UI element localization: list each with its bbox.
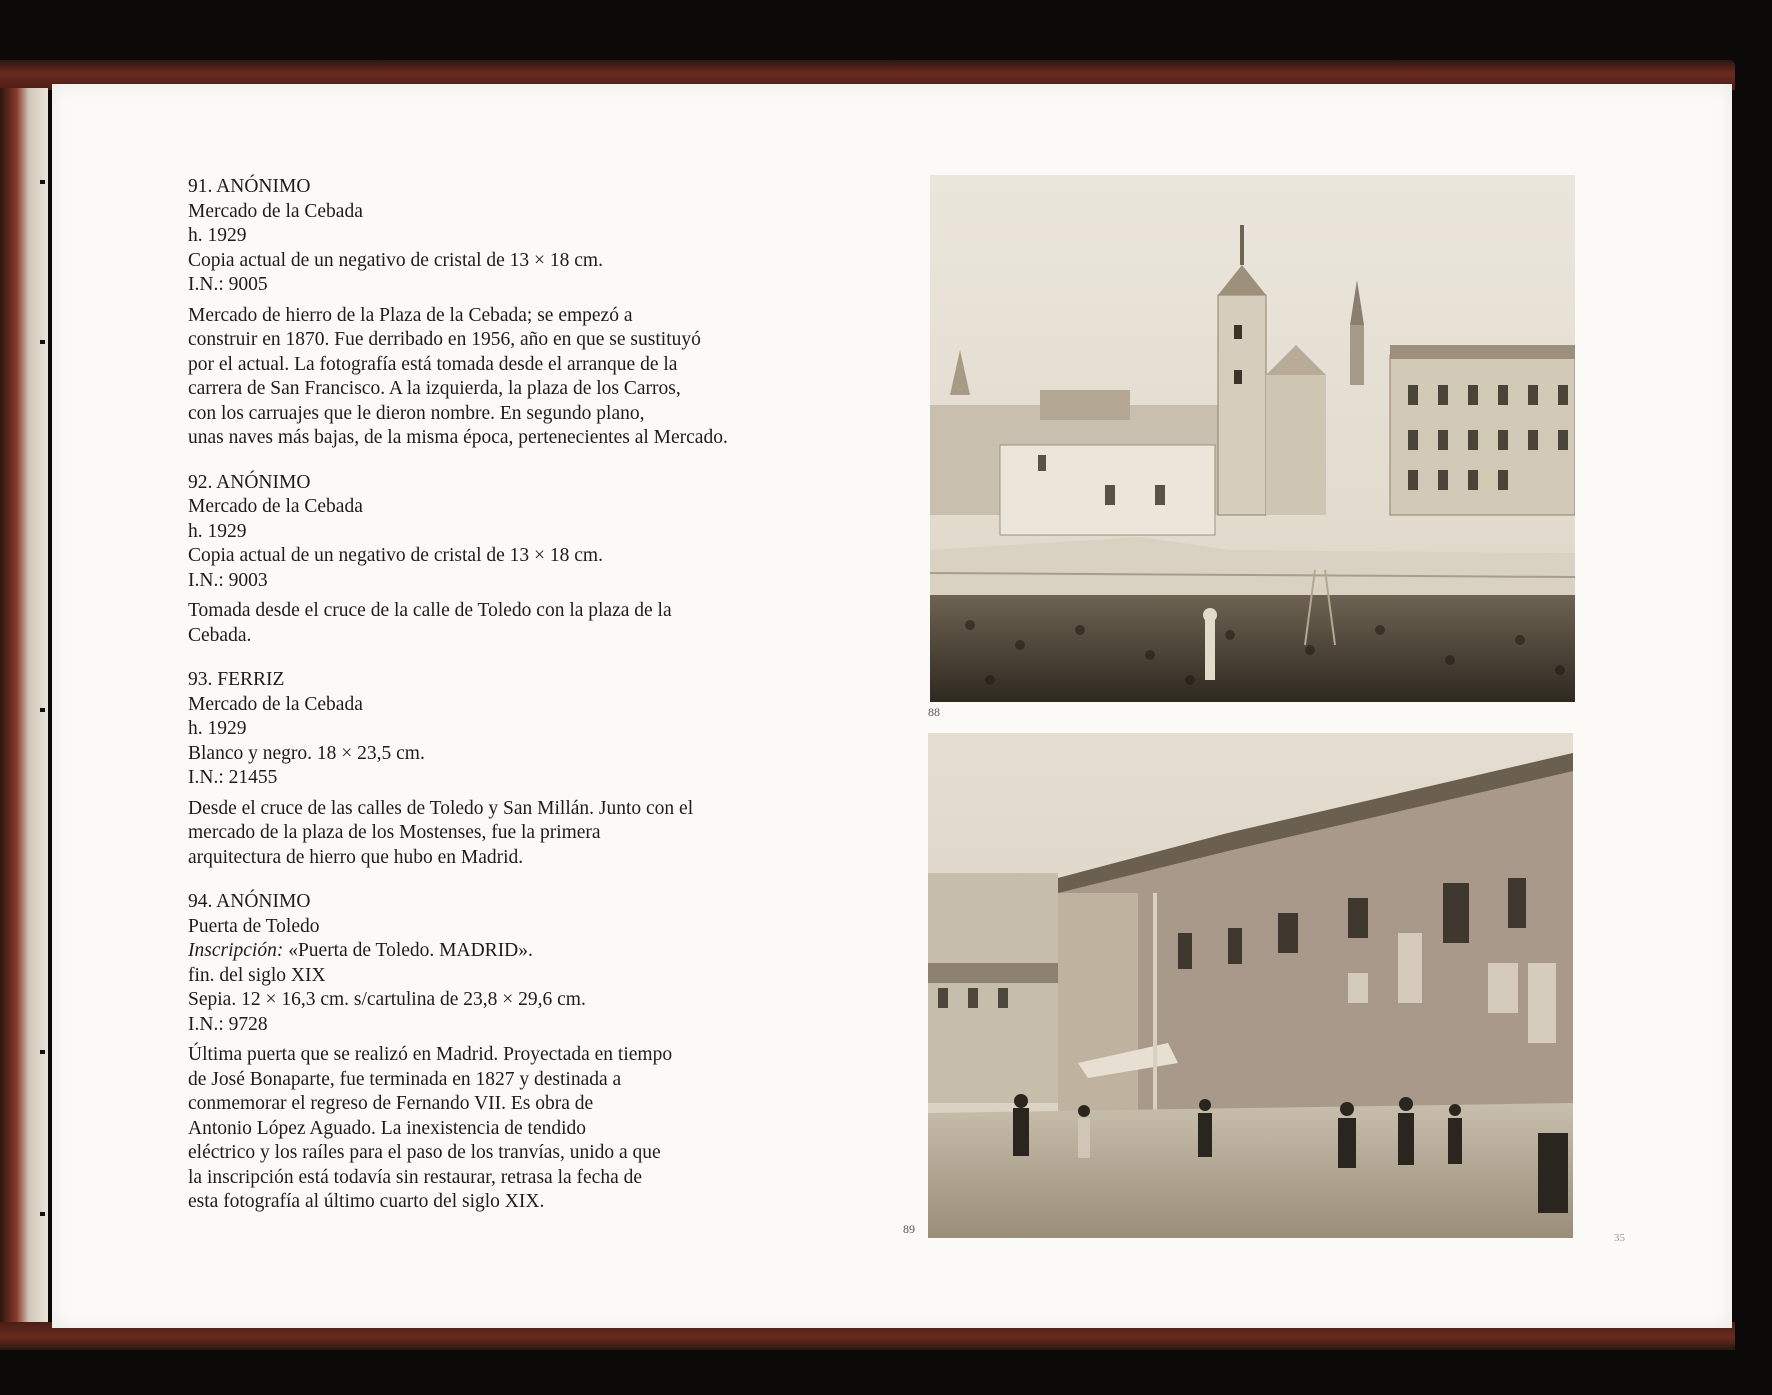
entry-description [188, 797, 848, 871]
description-line: mercado de la plaza de los Mostenses, fue la primera [188, 822, 601, 843]
catalog-entry-92 [188, 471, 848, 649]
entry-title: Mercado de la Cebada [188, 200, 363, 222]
entry-technique: Copia actual de un negativo de cristal de 13 × 18 cm. [188, 249, 603, 271]
entry-title: Mercado de la Cebada [188, 496, 363, 517]
photo-caption-88: 88 [928, 705, 940, 719]
photo-puerta-toledo-image [928, 733, 1573, 1238]
photo-mercado-cebada [930, 175, 1575, 702]
description-line: Tomada desde el cruce de la calle de Toledo con la plaza de la [188, 600, 672, 621]
entry-title: Puerta de Toledo [188, 915, 320, 937]
entry-heading: 94. ANÓNIMO [188, 891, 311, 912]
description-line: la inscripción está todavía sin restaurar, retrasa la fecha de [188, 1166, 643, 1188]
description-line: Mercado de hierro de la Plaza de la Cebada; se empezó a [188, 304, 633, 326]
description-line: eléctrico y los raíles para el paso de los tranvías, unido a que [188, 1142, 661, 1163]
inscription-text: «Puerta de Toledo. MADRID». [283, 940, 533, 961]
entry-heading: 93. FERRIZ [188, 669, 285, 690]
photo-puerta-toledo [928, 733, 1573, 1238]
entry-inventory: I.N.: 21455 [188, 767, 278, 788]
entry-description [188, 1043, 848, 1215]
entry-heading: 91. ANÓNIMO [188, 176, 311, 197]
entry-description [188, 599, 848, 648]
entry-technique: Blanco y negro. 18 × 23,5 cm. [188, 742, 425, 764]
description-line: construir en 1870. Fue derribado en 1956, año en que se sustituyó [188, 329, 701, 350]
description-line: unas naves más bajas, de la misma época, pertenecientes al Mercado. [188, 427, 728, 448]
inscription-label: Inscripción: [188, 940, 284, 961]
entry-title: Mercado de la Cebada [188, 693, 363, 715]
description-line: de José Bonaparte, fue terminada en 1827 y destinada a [188, 1068, 622, 1090]
catalog-entry-91 [188, 175, 848, 451]
entry-description [188, 304, 848, 451]
description-line: carrera de San Francisco. A la izquierda, la plaza de los Carros, [188, 378, 681, 399]
entry-date: h. 1929 [188, 718, 247, 739]
entry-inventory: I.N.: 9003 [188, 569, 268, 591]
description-line: conmemorar el regreso de Fernando VII. Es obra de [188, 1093, 594, 1114]
description-line: esta fotografía al último cuarto del siglo XIX. [188, 1191, 545, 1212]
description-line: Antonio López Aguado. La inexistencia de tendido [188, 1117, 587, 1139]
description-line: con los carruajes que le dieron nombre. En segundo plano, [188, 402, 645, 424]
photo-mercado-cebada-image [930, 175, 1575, 702]
entry-heading: 92. ANÓNIMO [188, 471, 311, 493]
page-number: 35 [1614, 1232, 1625, 1244]
entry-inventory: I.N.: 9005 [188, 274, 268, 295]
entry-date: h. 1929 [188, 520, 247, 542]
catalog-entry-93 [188, 668, 848, 870]
binding-mark [40, 1050, 45, 1054]
catalog-entry-94 [188, 890, 848, 1215]
description-line: Última puerta que se realizó en Madrid. Proyectada en tiempo [188, 1044, 673, 1065]
description-line: por el actual. La fotografía está tomada desde el arranque de la [188, 353, 678, 375]
entry-date: fin. del siglo XIX [188, 964, 326, 986]
entry-date: h. 1929 [188, 225, 247, 246]
binding-mark [40, 1212, 45, 1216]
catalog-entries [188, 175, 848, 1235]
description-line: Desde el cruce de las calles de Toledo y San Millán. Junto con el [188, 797, 694, 819]
entry-inscription [188, 939, 848, 964]
photo-caption-89: 89 [903, 1222, 915, 1236]
description-line: Cebada. [188, 624, 252, 646]
entry-technique: Sepia. 12 × 16,3 cm. s/cartulina de 23,8 × 29,6 cm. [188, 989, 586, 1010]
binding-mark [40, 180, 45, 184]
entry-inventory: I.N.: 9728 [188, 1013, 268, 1035]
binding-mark [40, 708, 45, 712]
entry-technique: Copia actual de un negativo de cristal de 13 × 18 cm. [188, 545, 603, 566]
description-line: arquitectura de hierro que hubo en Madrid. [188, 846, 524, 868]
binding-mark [40, 340, 45, 344]
